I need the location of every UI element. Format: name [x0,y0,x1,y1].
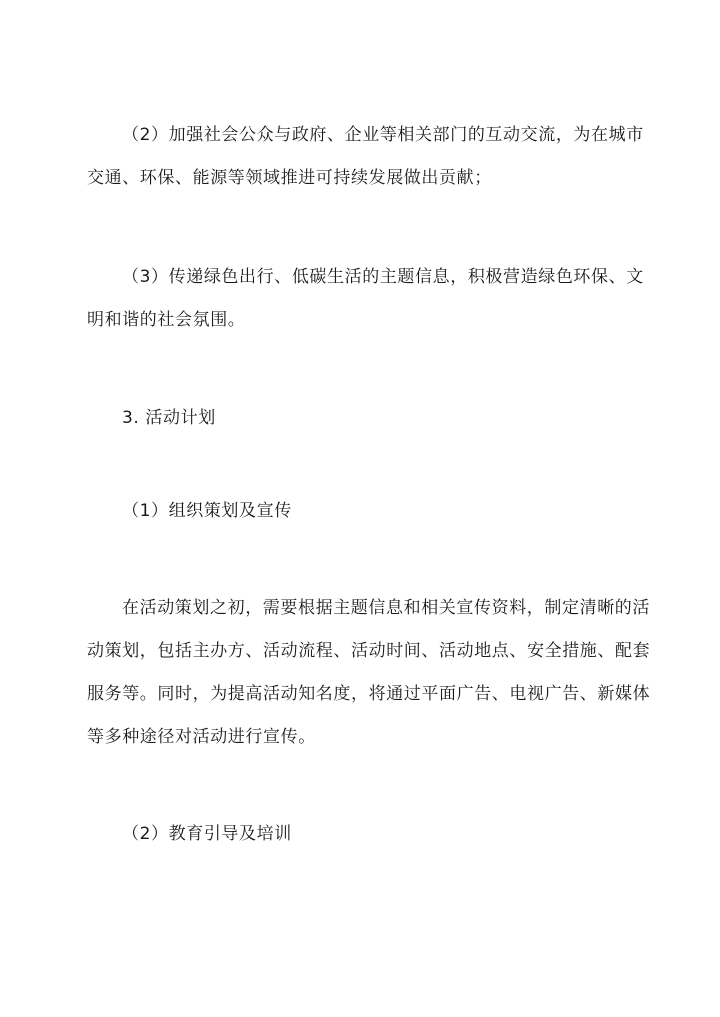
paragraph-line: 动策划，包括主办方、活动流程、活动时间、活动地点、安全措施、配套 [87,641,651,661]
paragraph-line: （2）加强社会公众与政府、企业等相关部门的互动交流，为在城市 [122,125,644,145]
subsection-heading: （1）组织策划及宣传 [122,501,292,521]
paragraph-line: 等多种途径对活动进行宣传。 [87,727,316,747]
paragraph-planning-body [87,587,651,759]
section-heading: 3. 活动计划 [122,408,216,428]
subsection-heading-education-training [87,813,633,856]
section-heading-activity-plan [87,397,633,440]
paragraph-line: （3）传递绿色出行、低碳生活的主题信息，积极营造绿色环保、文 [122,267,644,287]
paragraph-goal-2 [87,114,644,200]
paragraph-line: 明和谐的社会氛围。 [87,310,246,330]
subsection-heading-planning-publicity [87,490,633,533]
paragraph-line: 交通、环保、能源等领域推进可持续发展做出贡献； [87,168,492,188]
paragraph-line: 在活动策划之初，需要根据主题信息和相关宣传资料，制定清晰的活 [122,598,650,618]
subsection-heading: （2）教育引导及培训 [122,824,292,844]
paragraph-line: 服务等。同时，为提高活动知名度，将通过平面广告、电视广告、新媒体 [87,684,651,704]
paragraph-goal-3 [87,256,644,342]
